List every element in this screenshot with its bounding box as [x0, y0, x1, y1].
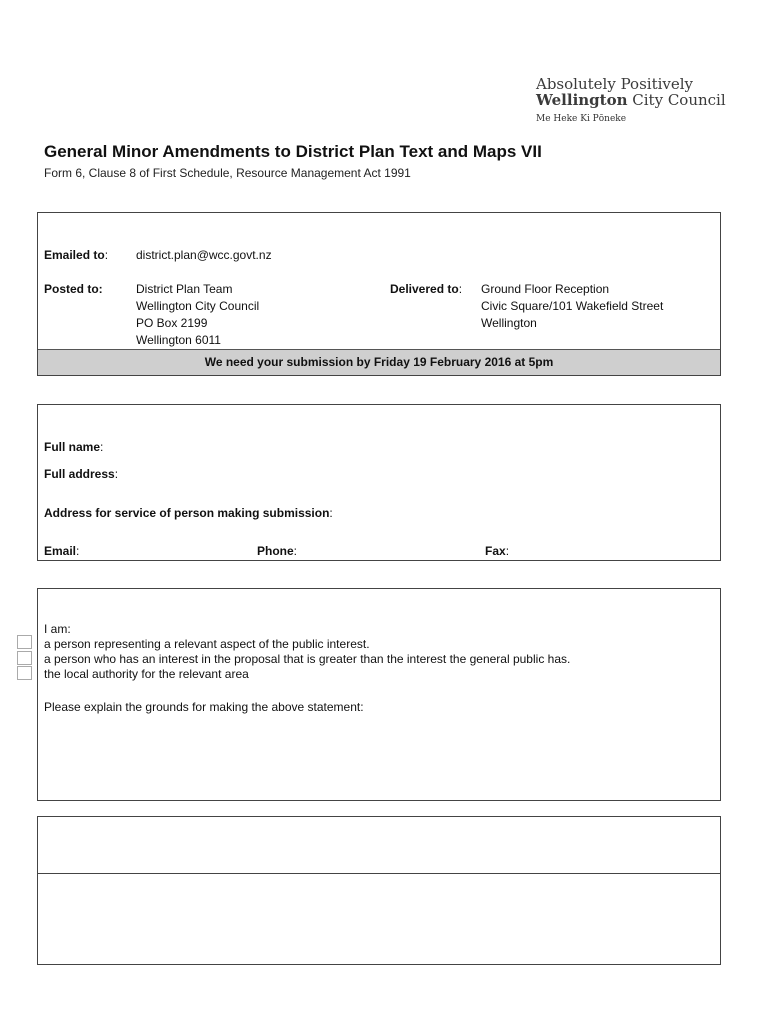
submission-box[interactable] [37, 816, 721, 965]
page-subtitle: Form 6, Clause 8 of First Schedule, Resource Management Act 1991 [44, 166, 411, 180]
option-checkbox[interactable] [17, 666, 32, 680]
option-label: a person who has an interest in the proposal that is greater than the interest the general public has. [44, 652, 571, 666]
option-label: a person representing a relevant aspect of the public interest. [44, 637, 370, 651]
email-field[interactable]: Email: [44, 544, 80, 558]
delivered-line: Wellington [481, 316, 537, 330]
posted-line: PO Box 2199 [136, 316, 208, 330]
posted-line: Wellington City Council [136, 299, 260, 313]
emailed-to-label: Emailed to: [44, 248, 109, 262]
fax-field[interactable]: Fax: [485, 544, 510, 558]
full-address-field[interactable]: Full address: [44, 467, 119, 481]
option-checkbox[interactable] [17, 651, 32, 665]
option-label: the local authority for the relevant area [44, 667, 249, 681]
logo-wellington: Wellington [536, 91, 628, 109]
i-am-label: I am: [44, 622, 71, 636]
council-logo [536, 76, 726, 126]
delivered-to-label: Delivered to: [390, 282, 463, 296]
logo-city-council: City Council [627, 91, 726, 109]
phone-field[interactable]: Phone: [257, 544, 298, 558]
full-name-field[interactable]: Full name: [44, 440, 104, 454]
explain-label: Please explain the grounds for making the above statement: [44, 700, 364, 714]
email-address-link[interactable]: district.plan@wcc.govt.nz [136, 248, 272, 262]
logo-tagline: Me Heke Ki Pōneke [536, 114, 627, 124]
option-checkbox[interactable] [17, 635, 32, 649]
service-address-field[interactable]: Address for service of person making submission: [44, 506, 333, 520]
delivered-line: Ground Floor Reception [481, 282, 610, 296]
statement-box [37, 588, 721, 801]
deadline-banner: We need your submission by Friday 19 February 2016 at 5pm [38, 349, 720, 375]
contact-box [37, 212, 721, 376]
posted-line: Wellington 6011 [136, 333, 221, 347]
logo-line-1: Absolutely Positively [536, 75, 694, 93]
submitter-box [37, 404, 721, 561]
posted-line: District Plan Team [136, 282, 233, 296]
page-title: General Minor Amendments to District Plan Text and Maps VII [44, 142, 542, 161]
delivered-line: Civic Square/101 Wakefield Street [481, 299, 664, 313]
posted-to-label: Posted to: [44, 282, 103, 296]
logo-line-2 [536, 92, 726, 108]
section-divider [38, 873, 720, 874]
